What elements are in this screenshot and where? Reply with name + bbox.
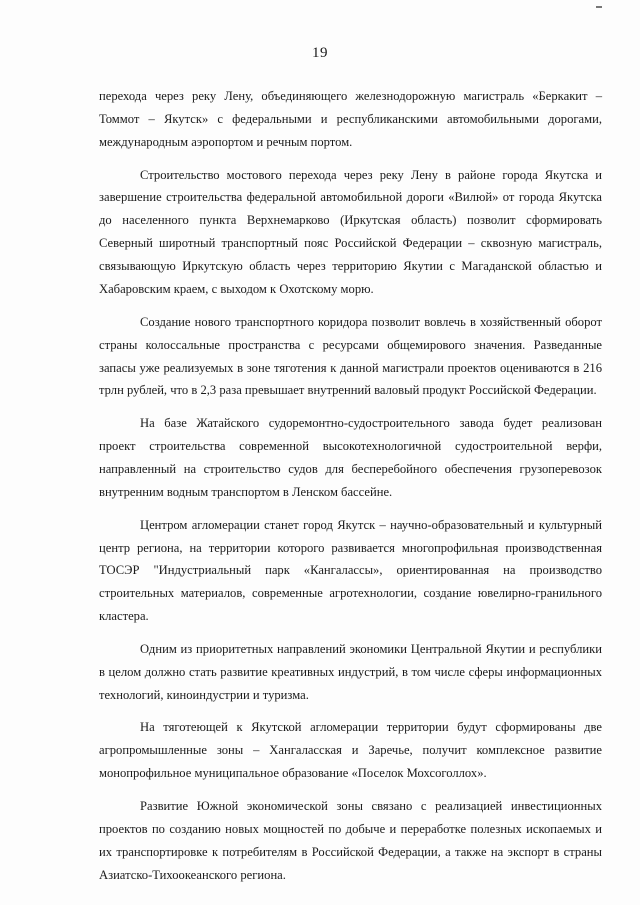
paragraph-6: Одним из приоритетных направлений экономики Центральной Якутии и республики в целом должно стать развитие креативных индустрий, в том числе сферы информационных технологий, киноиндустрии и туризма. (99, 641, 602, 702)
paragraph-8: Развитие Южной экономической зоны связано с реализацией инвестиционных проектов по созданию новых мощностей по добыче и переработке полезных ископаемых и их транспортировке к потребителям в Российской Федерации, а также на экспорт в страны Азиатско-Тихоокеанского региона. (99, 798, 602, 882)
paragraph-7: На тяготеющей к Якутской агломерации территории будут сформированы две агропромышленные зоны – Хангаласская и Заречье, получит комплексное развитие монопрофильное муниципальное образование «Поселок Мохсоголлох». (99, 720, 602, 781)
scan-mark (596, 6, 602, 8)
page-number: 19 (312, 45, 328, 61)
paragraph-2: Строительство мостового перехода через реку Лену в районе города Якутска и завершение строительства федеральной автомобильной дороги «Вилюй» от города Якутска до населенного пункта Верхнемарково (Иркутская область) позволит сформировать Северный широтный транспортный пояс Российской Федерации – сквозную магистраль, связывающую Иркутскую область через территорию Якутии с Магаданской областью и Хабаровским краем, с выходом к Охотскому морю. (99, 167, 602, 297)
paragraph-5: Центром агломерации станет город Якутск – научно-образовательный и культурный центр региона, на территории которого развивается многопрофильная производственная ТОСЭР "Индустриальный парк «Кангаласcы», ориентированная на производство строительных материалов, современные агротехнологии, создание ювелирно-гранильного кластера. (99, 517, 602, 624)
document-body (99, 85, 602, 896)
paragraph-4: На базе Жатайского судоремонтно-судостроительного завода будет реализован проект строительства современной высокотехнологичной судостроительной верфи, направленный на строительство судов для бесперебойного обеспечения грузоперевозок внутренним водным транспортом в Ленском бассейне. (99, 416, 602, 499)
paragraph-1: перехода через реку Лену, объединяющего железнодорожную магистраль «Беркакит – Томмот – Якутск» с федеральными и республиканскими автомобильными дорогами, международным аэропортом и речным портом. (99, 89, 602, 149)
paragraph-3: Создание нового транспортного коридора позволит вовлечь в хозяйственный оборот страны колоссальные пространства с ресурсами общемирового значения. Разведанные запасы уже реализуемых в зоне тяготения к данной магистрали проектов оцениваются в 216 трлн рублей, что в 2,3 раза превышает внутренний валовый продукт Российской Федерации. (99, 314, 602, 398)
